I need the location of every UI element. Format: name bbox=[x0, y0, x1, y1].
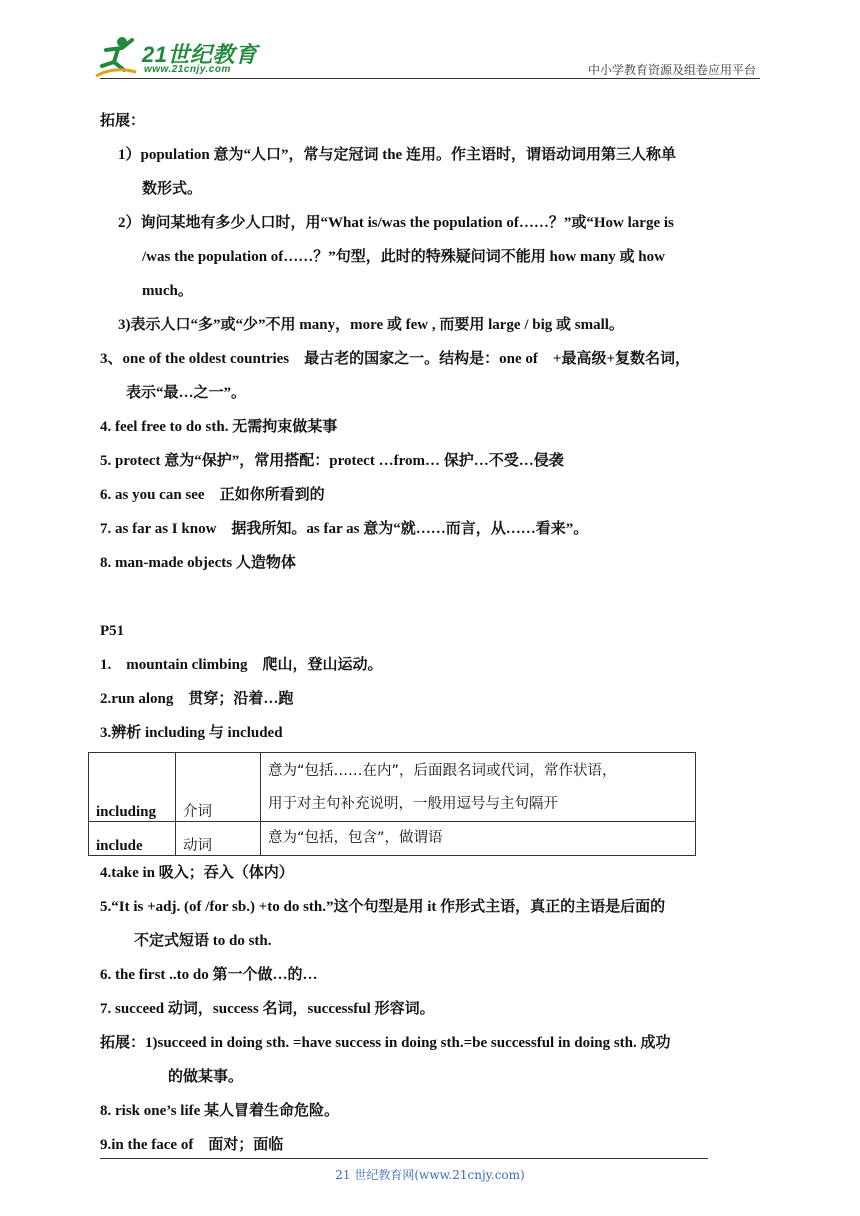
table-cell-meaning bbox=[261, 753, 696, 822]
logo-url: www.21cnjy.com bbox=[144, 64, 231, 75]
text-line: 8. man-made objects 人造物体 bbox=[100, 555, 296, 571]
section-heading: P51 bbox=[100, 623, 125, 639]
meaning-line: 意为“包括……在内”，后面跟名词或代词，常作状语， bbox=[268, 763, 617, 779]
text-line: 2）询问某地有多少人口时，用“What is/was the population of……？”或“How large is bbox=[118, 215, 674, 231]
logo-text: 21世纪教育 bbox=[142, 42, 258, 67]
text-line: 6. as you can see 正如你所看到的 bbox=[100, 487, 325, 503]
text-line: 不定式短语 to do sth. bbox=[134, 933, 272, 949]
table-cell-word: include bbox=[89, 822, 176, 856]
header-divider bbox=[100, 78, 760, 79]
runner-logo-icon bbox=[92, 36, 138, 78]
text-line: 5.“It is +adj. (of /for sb.) +to do sth.”这个句型是用 it 作形式主语，真正的主语是后面的 bbox=[100, 899, 666, 915]
table-cell-meaning: 意为“包括，包含”，做谓语 bbox=[261, 822, 696, 856]
text-line: /was the population of……？”句型，此时的特殊疑问词不能用 how many 或 how bbox=[142, 249, 665, 265]
text-line: 3)表示人口“多”或“少”不用 many，more 或 few , 而要用 large / big 或 small。 bbox=[118, 317, 624, 333]
table-cell-word: including bbox=[89, 753, 176, 822]
text-line: 8. risk one’s life 某人冒着生命危险。 bbox=[100, 1103, 340, 1119]
text-line: 9.in the face of 面对；面临 bbox=[100, 1137, 284, 1153]
text-line: 1）population 意为“人口”，常与定冠词 the 连用。作主语时，谓语动词用第三人称单 bbox=[118, 147, 676, 163]
text-line: 4. feel free to do sth. 无需拘束做某事 bbox=[100, 419, 338, 435]
text-line: 1. mountain climbing 爬山，登山运动。 bbox=[100, 657, 383, 673]
meaning-line: 用于对主句补充说明，一般用逗号与主句隔开 bbox=[268, 796, 558, 812]
text-line: 3、one of the oldest countries 最古老的国家之一。结构是：one of +最高级+复数名词， bbox=[100, 351, 690, 367]
text-line: 数形式。 bbox=[142, 181, 203, 197]
text-line: 7. as far as I know 据我所知。as far as 意为“就……而言，从……看来”。 bbox=[100, 521, 589, 537]
page-header bbox=[0, 0, 860, 82]
table-cell-pos: 介词 bbox=[176, 753, 261, 822]
text-line: 表示“最…之一”。 bbox=[126, 385, 247, 401]
logo bbox=[92, 36, 262, 80]
table-cell-pos: 动词 bbox=[176, 822, 261, 856]
table-row bbox=[89, 822, 696, 856]
text-line: 的做某事。 bbox=[168, 1069, 244, 1085]
comparison-table bbox=[88, 752, 696, 856]
header-platform-text: 中小学教育资源及组卷应用平台 bbox=[587, 63, 756, 77]
text-line: 2.run along 贯穿；沿着…跑 bbox=[100, 691, 294, 707]
footer-text: 21 世纪教育网(www.21cnjy.com) bbox=[335, 1168, 525, 1182]
text-line: 拓展：1)succeed in doing sth. =have success in doing sth.=be successful in doing sth. 成功 bbox=[100, 1035, 671, 1051]
text-line: 4.take in 吸入；吞入（体内） bbox=[100, 865, 294, 881]
text-line: 拓展： bbox=[100, 113, 146, 129]
text-line: 6. the first ..to do 第一个做…的… bbox=[100, 967, 318, 983]
text-line: much。 bbox=[142, 283, 193, 299]
spacer bbox=[100, 580, 762, 614]
document-body bbox=[96, 104, 762, 1162]
footer-divider bbox=[100, 1158, 708, 1159]
text-line: 5. protect 意为“保护”，常用搭配：protect …from… 保护…不受…侵袭 bbox=[100, 453, 564, 469]
table-row bbox=[89, 753, 696, 822]
text-line: 7. succeed 动词，success 名词，successful 形容词。 bbox=[100, 1001, 435, 1017]
text-line: 3.辨析 including 与 included bbox=[100, 725, 283, 741]
